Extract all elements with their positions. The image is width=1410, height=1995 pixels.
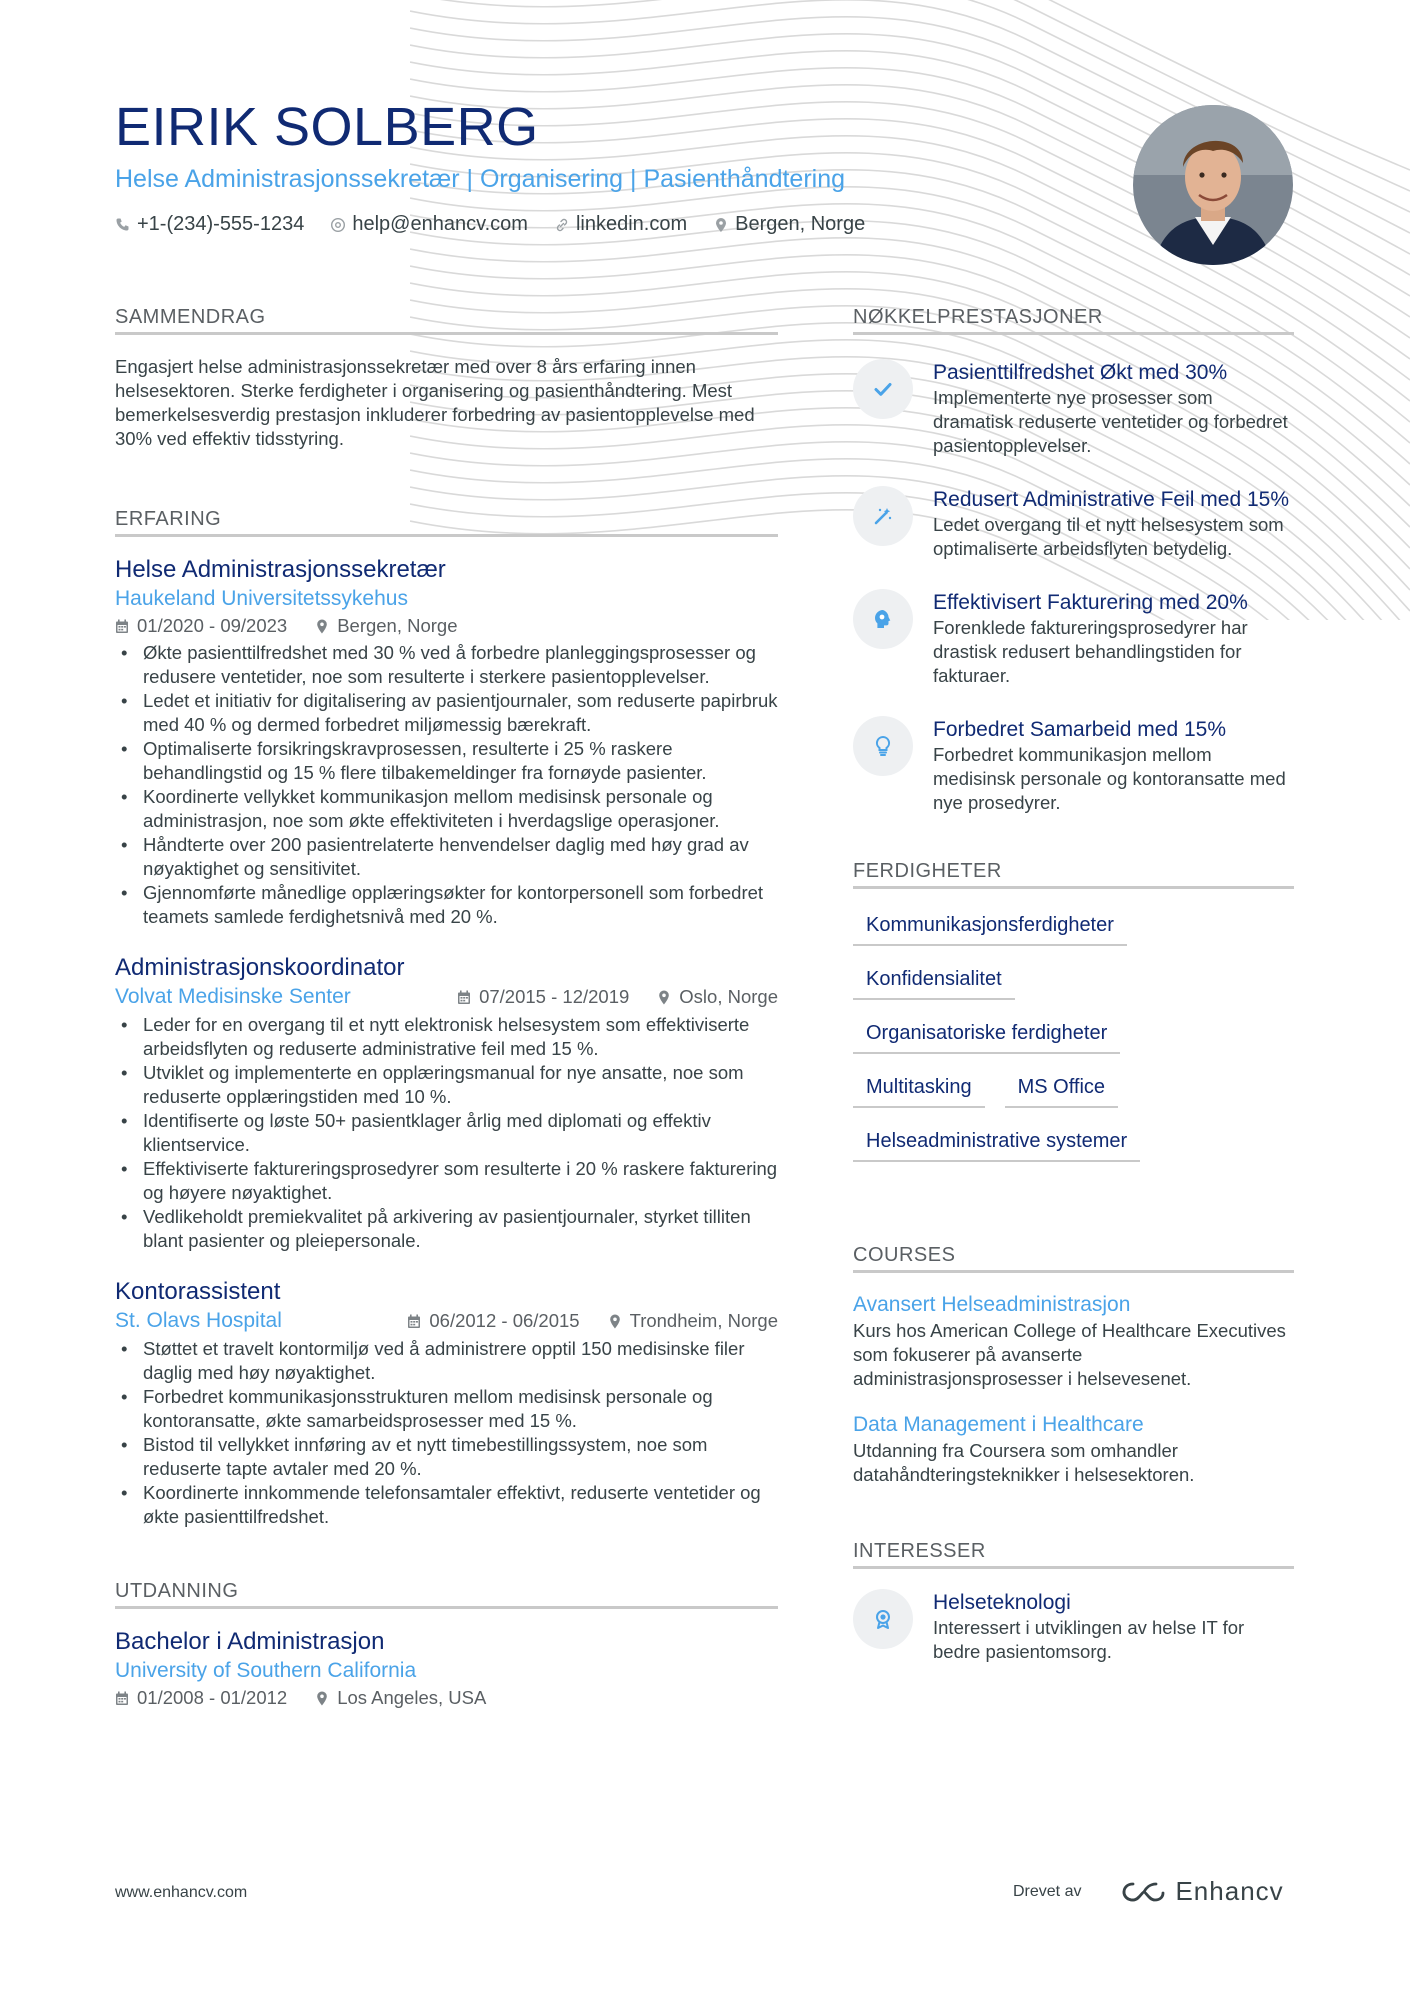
experience-entry xyxy=(115,953,778,1253)
contact-linkedin[interactable] xyxy=(554,213,687,236)
company-name: St. Olavs Hospital xyxy=(115,1309,282,1332)
degree-title: Bachelor i Administrasjon xyxy=(115,1628,385,1655)
contact-email[interactable] xyxy=(330,213,528,236)
resume-header xyxy=(115,95,1115,236)
interest-item xyxy=(853,1589,1294,1664)
experience-entry xyxy=(115,555,778,929)
location-text: Bergen, Norge xyxy=(735,213,866,235)
course-desc: Kurs hos American College of Healthcare Executives som fokuserer på avanserte administrasjonsprosesser i helsevesenet. xyxy=(853,1320,1286,1389)
skill-tag: MS Office xyxy=(1005,1065,1118,1108)
skill-tag: Kommunikasjonsferdigheter xyxy=(853,903,1127,946)
job-meta xyxy=(407,1308,778,1334)
at-sign-icon xyxy=(330,217,346,233)
job-bullet: • Utviklet og implementerte en opplæringsmanual for nye ansatte, noe som reduserte opplæringstiden med 10 %. xyxy=(115,1061,778,1109)
check-icon xyxy=(870,376,896,402)
left-column xyxy=(115,305,778,1711)
job-location xyxy=(657,984,778,1010)
achievement-item xyxy=(853,716,1294,815)
job-meta xyxy=(457,984,778,1010)
job-bullets xyxy=(115,641,778,929)
company-row xyxy=(115,983,778,1011)
job-title: Administrasjonskoordinator xyxy=(115,954,405,981)
achievements-heading: NØKKELPRESTASJONER xyxy=(853,305,1294,335)
company-name: Volvat Medisinske Senter xyxy=(115,985,351,1008)
job-location-text: Oslo, Norge xyxy=(679,986,778,1007)
skill-tag: Konfidensialitet xyxy=(853,957,1015,1000)
job-bullet: • Vedlikeholdt premiekvalitet på arkivering av pasientjournaler, styrket tilliten blant pasienter og pleiepersonale. xyxy=(115,1205,778,1253)
job-bullet: • Optimaliserte forsikringskravprosessen, resulterte i 25 % raskere behandlingstid og 15 % flere tilbakemeldinger fra fornøyde pasienter. xyxy=(115,737,778,785)
achievement-icon-wrap xyxy=(853,359,913,419)
powered-by-label: Drevet av xyxy=(1013,1882,1082,1900)
location-pin-icon xyxy=(315,1691,329,1706)
job-title: Kontorassistent xyxy=(115,1278,281,1305)
job-location-text: Bergen, Norge xyxy=(337,615,458,636)
skill-tag: Organisatoriske ferdigheter xyxy=(853,1011,1120,1054)
summary-text: Engasjert helse administrasjonssekretær med over 8 års erfaring innen helsesektoren. Sterke ferdigheter i organisering og pasienthåndtering. Mest bemerkelsesverdig prestasjon inkluderer forbedring av pasientopplevelse med 30% ved effektiv tidsstyring. xyxy=(115,356,755,449)
interests-heading: INTERESSER xyxy=(853,1539,1294,1569)
achievement-title: Forbedret Samarbeid med 15% xyxy=(933,718,1226,741)
link-icon xyxy=(554,217,570,233)
achievement-icon-wrap xyxy=(853,589,913,649)
job-dates xyxy=(407,1308,579,1334)
contact-phone[interactable] xyxy=(115,213,304,236)
calendar-icon xyxy=(115,1691,129,1706)
avatar xyxy=(1133,105,1293,265)
education-entry xyxy=(115,1627,778,1711)
courses-heading: COURSES xyxy=(853,1243,1294,1273)
calendar-icon xyxy=(115,619,129,634)
contact-location xyxy=(713,213,865,236)
achievement-desc: Implementerte nye prosesser som dramatisk reduserte ventetider og forbedret pasientopplevelser. xyxy=(933,387,1288,456)
footer-website[interactable]: www.enhancv.com xyxy=(115,1884,248,1901)
achievement-title: Effektivisert Fakturering med 20% xyxy=(933,591,1248,614)
magic-wand-icon xyxy=(870,503,896,529)
achievement-icon-wrap xyxy=(853,486,913,546)
job-location xyxy=(315,613,457,639)
achievement-item xyxy=(853,486,1294,561)
school-name: University of Southern California xyxy=(115,1659,417,1682)
achievement-desc: Ledet overgang til et nytt helsesystem som optimaliserte arbeidsflyten betydelig. xyxy=(933,514,1284,559)
phone-text: +1-(234)-555-1234 xyxy=(137,213,305,235)
achievement-item xyxy=(853,589,1294,688)
skill-tag: Multitasking xyxy=(853,1065,985,1108)
achievement-title: Pasienttilfredshet Økt med 30% xyxy=(933,361,1228,384)
location-pin-icon xyxy=(713,217,729,233)
company-row xyxy=(115,1307,778,1335)
achievement-desc: Forenklede faktureringsprosedyrer har drastisk redusert behandlingstiden for fakturaer. xyxy=(933,617,1248,686)
location-pin-icon xyxy=(608,1314,622,1329)
education-heading: UTDANNING xyxy=(115,1579,778,1609)
linkedin-text: linkedin.com xyxy=(575,213,688,235)
course-item xyxy=(853,1411,1294,1487)
interest-icon-wrap xyxy=(853,1589,913,1649)
education-location-text: Los Angeles, USA xyxy=(337,1687,487,1708)
infinity-logo-icon xyxy=(1121,1880,1167,1904)
calendar-icon xyxy=(457,990,471,1005)
footer-brand xyxy=(1013,1876,1284,1907)
job-bullets xyxy=(115,1013,778,1253)
job-dates-text: 06/2012 - 06/2015 xyxy=(429,1310,580,1331)
achievement-item xyxy=(853,359,1294,458)
award-icon xyxy=(870,1606,896,1632)
company-name: Haukeland Universitetssykehus xyxy=(115,587,408,610)
course-desc: Utdanning fra Coursera som omhandler datahåndteringsteknikker i helsesektoren. xyxy=(853,1440,1195,1485)
job-bullet: • Bistod til vellykket innføring av et nytt timebestillingssystem, noe som reduserte tapte avtaler med 20 %. xyxy=(115,1433,778,1481)
job-bullet: • Effektiviserte faktureringsprosedyrer som resulterte i 20 % raskere fakturering og høyere nøyaktighet. xyxy=(115,1157,778,1205)
course-item xyxy=(853,1291,1294,1391)
candidate-name: EIRIK SOLBERG xyxy=(115,97,539,157)
achievement-title: Redusert Administrative Feil med 15% xyxy=(933,488,1289,511)
job-bullet: • Koordinerte innkommende telefonsamtaler effektivt, reduserte ventetider og økte pasienttilfredshet. xyxy=(115,1481,778,1529)
interest-title: Helseteknologi xyxy=(933,1591,1071,1614)
experience-heading: ERFARING xyxy=(115,507,778,537)
skill-tag: Helseadministrative systemer xyxy=(853,1119,1140,1162)
job-bullet: • Ledet et initiativ for digitalisering av pasientjournaler, som reduserte papirbruk med 40 % og dermed forbedret miljømessig bærekraft. xyxy=(115,689,778,737)
email-text: help@enhancv.com xyxy=(352,213,528,235)
job-title: Helse Administrasjonssekretær xyxy=(115,556,446,583)
education-location xyxy=(315,1685,486,1711)
job-bullet: • Støttet et travelt kontormiljø ved å administrere opptil 150 medisinske filer daglig med høy nøyaktighet. xyxy=(115,1337,778,1385)
job-location-text: Trondheim, Norge xyxy=(629,1310,778,1331)
phone-icon xyxy=(115,217,131,233)
job-bullet: • Forbedret kommunikasjonsstrukturen mellom medisinsk personale og kontoransatte, økte samarbeidsprosesser med 15 %. xyxy=(115,1385,778,1433)
job-location xyxy=(608,1308,778,1334)
contact-row xyxy=(115,213,1115,236)
job-dates-text: 01/2020 - 09/2023 xyxy=(137,615,288,636)
brand-name: Enhancv xyxy=(1175,1876,1284,1906)
course-title: Data Management i Healthcare xyxy=(853,1413,1144,1436)
job-dates xyxy=(115,613,287,639)
job-meta xyxy=(115,613,778,639)
calendar-icon xyxy=(407,1314,421,1329)
job-bullet: • Gjennomførte månedlige opplæringsøkter for kontorpersonell som forbedret teamets samlede ferdighetsnivå med 20 %. xyxy=(115,881,778,929)
job-bullet: • Leder for en overgang til et nytt elektronisk helsesystem som effektiviserte arbeidsflyten og reduserte administrative feil med 15 %. xyxy=(115,1013,778,1061)
brain-head-icon xyxy=(870,606,896,632)
experience-entry xyxy=(115,1277,778,1529)
job-dates xyxy=(457,984,629,1010)
course-title: Avansert Helseadministrasjon xyxy=(853,1293,1131,1316)
achievement-desc: Forbedret kommunikasjon mellom medisinsk personale og kontoransatte med nye prosedyrer. xyxy=(933,744,1286,813)
candidate-title: Helse Administrasjonssekretær | Organisering | Pasienthåndtering xyxy=(115,165,846,193)
education-dates xyxy=(115,1685,287,1711)
lightbulb-icon xyxy=(870,733,896,759)
job-bullet: • Økte pasienttilfredshet med 30 % ved å forbedre planleggingsprosesser og redusere ventetider, noe som resulterte i sterkere pasientopplevelser. xyxy=(115,641,778,689)
location-pin-icon xyxy=(657,990,671,1005)
job-bullets xyxy=(115,1337,778,1529)
summary-heading: SAMMENDRAG xyxy=(115,305,778,335)
skills-heading: FERDIGHETER xyxy=(853,859,1294,889)
profile-photo xyxy=(1133,105,1293,265)
education-meta xyxy=(115,1685,778,1711)
job-dates-text: 07/2015 - 12/2019 xyxy=(479,986,630,1007)
job-bullet: • Håndterte over 200 pasientrelaterte henvendelser daglig med høy grad av nøyaktighet og sensitivitet. xyxy=(115,833,778,881)
job-bullet: • Koordinerte vellykket kommunikasjon mellom medisinsk personale og administrasjon, noe som økte effektiviteten i hverdagslige operasjoner. xyxy=(115,785,778,833)
skills-list xyxy=(853,903,1294,1173)
right-column xyxy=(853,305,1294,1664)
education-dates-text: 01/2008 - 01/2012 xyxy=(137,1687,288,1708)
interest-desc: Interessert i utviklingen av helse IT for bedre pasientomsorg. xyxy=(933,1617,1245,1662)
location-pin-icon xyxy=(315,619,329,634)
job-bullet: • Identifiserte og løste 50+ pasientklager årlig med diplomati og effektiv klientservice. xyxy=(115,1109,778,1157)
enhancv-logo[interactable] xyxy=(1121,1876,1283,1907)
achievement-icon-wrap xyxy=(853,716,913,776)
